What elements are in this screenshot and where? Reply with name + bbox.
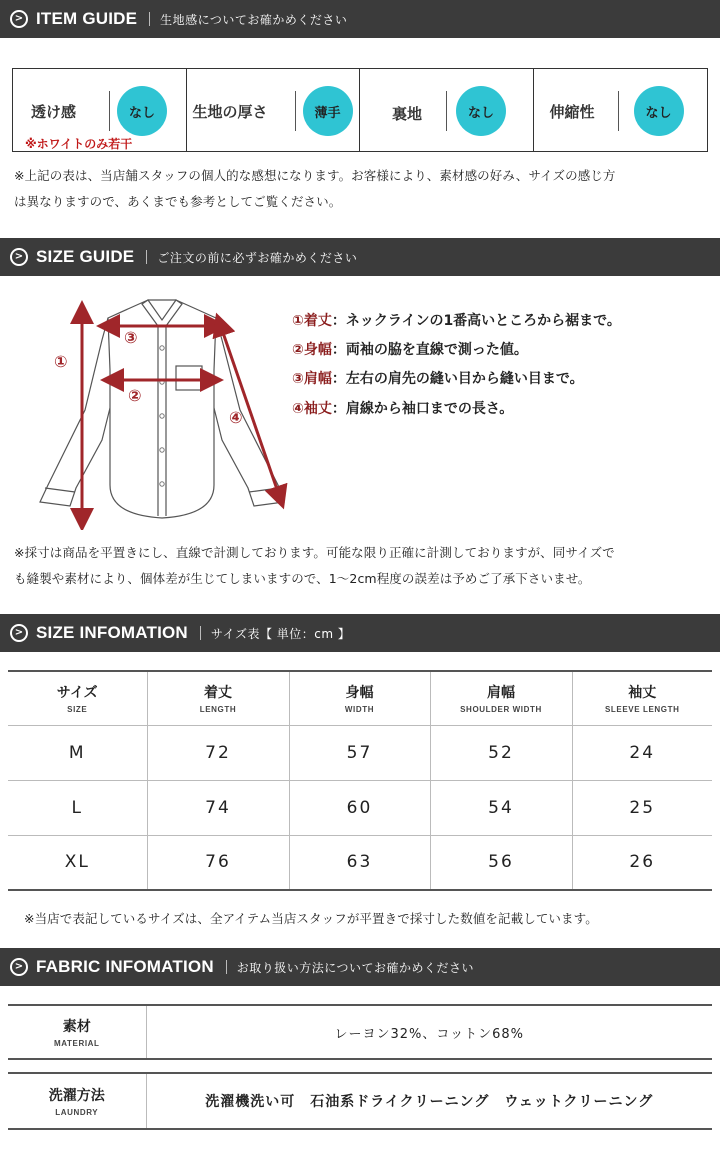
table-cell: 26 bbox=[572, 835, 712, 890]
size-info-note: ※当店で表記しているサイズは、全アイテム当店スタッフが平置きで採寸した数値を記載しています。 bbox=[24, 911, 598, 926]
table-cell: 25 bbox=[572, 780, 712, 835]
measurement-length bbox=[292, 310, 621, 330]
diagram-label-4: ④ bbox=[229, 408, 243, 427]
item-guide-note bbox=[14, 163, 616, 215]
column-header-ja: 身幅 bbox=[345, 685, 374, 702]
chevron-right-icon: > bbox=[10, 958, 28, 976]
chevron-right-icon: > bbox=[10, 624, 28, 642]
divider bbox=[618, 91, 619, 131]
chevron-right-icon: > bbox=[10, 248, 28, 266]
table-cell: 54 bbox=[430, 780, 572, 835]
item-value-badge: なし bbox=[634, 86, 684, 136]
table-cell: XL bbox=[8, 835, 147, 890]
table-row bbox=[8, 725, 712, 780]
key-en: LAUNDRY bbox=[55, 1108, 99, 1117]
item-thickness bbox=[187, 69, 361, 151]
column-header-en: SHOULDER WIDTH bbox=[460, 705, 542, 715]
key-ja: 洗濯方法 bbox=[48, 1088, 105, 1104]
table-cell: 72 bbox=[147, 725, 289, 780]
section-title: ITEM GUIDE bbox=[36, 9, 138, 28]
size-guide-note bbox=[14, 540, 615, 592]
laundry-key bbox=[8, 1073, 146, 1129]
table-cell: 76 bbox=[147, 835, 289, 890]
measurement-desc: ：左右の肩先の縫い目から縫い目まで。 bbox=[331, 371, 584, 387]
table-row bbox=[8, 835, 712, 890]
section-title: SIZE GUIDE bbox=[36, 247, 135, 266]
column-header bbox=[8, 671, 147, 725]
divider bbox=[446, 91, 447, 131]
diagram-label-3: ③ bbox=[124, 328, 138, 347]
item-label: 裏地 bbox=[392, 105, 423, 123]
measurement-name: ①着丈 bbox=[292, 313, 332, 329]
note-line: も縫製や素材により、個体差が生じてしまいますので、1〜2cm程度の誤差は予めご了承下さいませ。 bbox=[14, 571, 591, 586]
item-label: 伸縮性 bbox=[549, 103, 595, 121]
measurement-name: ③肩幅 bbox=[292, 371, 332, 387]
key-ja: 素材 bbox=[62, 1019, 91, 1035]
table-cell: M bbox=[8, 725, 147, 780]
table-row bbox=[8, 1073, 712, 1129]
measurement-width bbox=[292, 339, 528, 359]
column-header-ja: 着丈 bbox=[204, 685, 232, 702]
item-value-badge: なし bbox=[456, 86, 506, 136]
divider bbox=[146, 250, 147, 264]
item-guide-header bbox=[0, 0, 720, 38]
table-cell: 52 bbox=[430, 725, 572, 780]
table-cell: 24 bbox=[572, 725, 712, 780]
measurement-sleeve bbox=[292, 398, 513, 418]
diagram-label-1: ① bbox=[54, 352, 68, 371]
size-table bbox=[8, 670, 712, 891]
measurement-desc: ：肩線から袖口までの長さ。 bbox=[331, 401, 514, 417]
laundry-value: 洗濯機洗い可 石油系ドライクリーニング ウェットクリーニング bbox=[146, 1073, 712, 1129]
column-header-en: WIDTH bbox=[344, 705, 375, 715]
item-label: 生地の厚さ bbox=[192, 103, 268, 121]
chevron-right-icon: > bbox=[10, 10, 28, 28]
material-value: レーヨン32%、コットン68% bbox=[146, 1005, 712, 1059]
column-header-en: LENGTH bbox=[199, 705, 237, 715]
column-header bbox=[147, 671, 289, 725]
column-header-ja: 肩幅 bbox=[487, 685, 515, 702]
measurement-shoulder bbox=[292, 368, 584, 388]
column-header bbox=[289, 671, 430, 725]
section-subtitle: サイズ表【 単位：cm 】 bbox=[210, 626, 351, 641]
item-value-badge: なし bbox=[117, 86, 167, 136]
material-table bbox=[8, 1004, 712, 1060]
column-header-en: SLEEVE LENGTH bbox=[605, 705, 680, 715]
section-subtitle: ご注文の前に必ずお確かめください bbox=[157, 250, 358, 265]
material-key bbox=[8, 1005, 146, 1059]
table-cell: L bbox=[8, 780, 147, 835]
key-en: MATERIAL bbox=[53, 1039, 100, 1048]
table-header-row bbox=[8, 671, 712, 725]
shirt-diagram bbox=[30, 290, 300, 530]
divider bbox=[295, 91, 296, 131]
item-transparency bbox=[13, 69, 187, 151]
section-title: SIZE INFOMATION bbox=[36, 623, 188, 642]
divider bbox=[109, 91, 110, 131]
measurement-desc: ：ネックラインの1番高いところから裾まで。 bbox=[331, 313, 621, 329]
section-subtitle: お取り扱い方法についてお確かめください bbox=[236, 960, 475, 975]
column-header bbox=[572, 671, 712, 725]
note-line: ※採寸は商品を平置きにし、直線で計測しております。可能な限り正確に計測しておりますが、同サイズで bbox=[14, 545, 615, 560]
table-cell: 60 bbox=[289, 780, 430, 835]
table-cell: 57 bbox=[289, 725, 430, 780]
column-header bbox=[430, 671, 572, 725]
table-row bbox=[8, 1005, 712, 1059]
item-value-badge: 薄手 bbox=[303, 86, 353, 136]
column-header-ja: サイズ bbox=[56, 685, 98, 702]
item-guide-table bbox=[12, 68, 708, 152]
size-info-header bbox=[0, 614, 720, 652]
item-note: ※ホワイトのみ若干 bbox=[25, 137, 133, 151]
divider bbox=[200, 626, 201, 640]
fabric-info-header bbox=[0, 948, 720, 986]
note-line: ※上記の表は、当店舗スタッフの個人的な感想になります。お客様により、素材感の好み、サイズの感じ方 bbox=[14, 168, 616, 183]
measurement-name: ④袖丈 bbox=[292, 401, 332, 417]
item-stretch bbox=[534, 69, 708, 151]
note-line: は異なりますので、あくまでも参考としてご覧ください。 bbox=[14, 194, 342, 209]
laundry-table bbox=[8, 1072, 712, 1130]
size-guide-header bbox=[0, 238, 720, 276]
section-subtitle: 生地感についてお確かめください bbox=[160, 12, 348, 27]
section-title: FABRIC INFOMATION bbox=[36, 957, 214, 976]
divider bbox=[149, 12, 150, 26]
item-label: 透け感 bbox=[31, 103, 77, 121]
table-cell: 74 bbox=[147, 780, 289, 835]
table-row bbox=[8, 780, 712, 835]
measurement-name: ②身幅 bbox=[292, 342, 332, 358]
column-header-ja: 袖丈 bbox=[628, 685, 657, 702]
measurement-desc: ：両袖の脇を直線で測った値。 bbox=[331, 342, 528, 358]
table-cell: 63 bbox=[289, 835, 430, 890]
divider bbox=[226, 960, 227, 974]
item-lining bbox=[360, 69, 534, 151]
table-cell: 56 bbox=[430, 835, 572, 890]
column-header-en: SIZE bbox=[67, 705, 88, 715]
diagram-label-2: ② bbox=[128, 386, 142, 405]
